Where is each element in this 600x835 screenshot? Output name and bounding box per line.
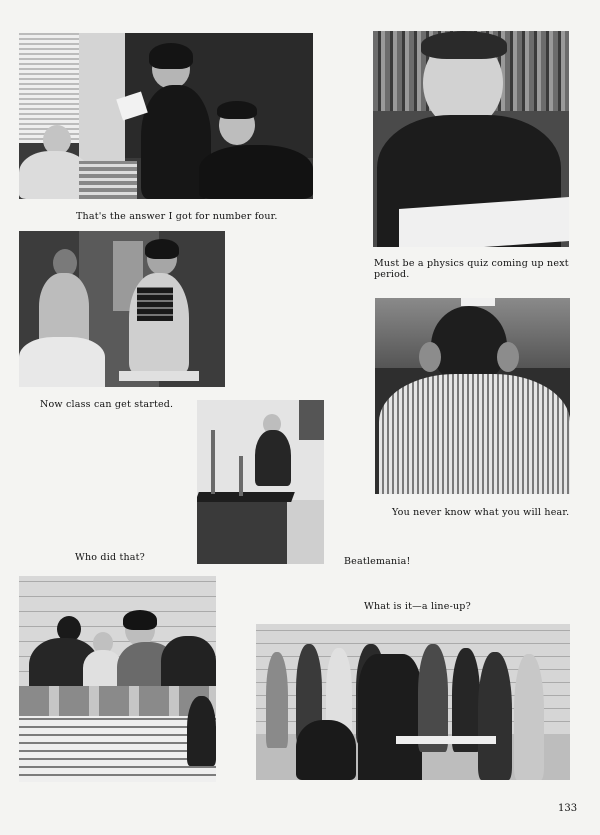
woman-body: [255, 430, 291, 486]
teacher-hair: [149, 43, 193, 69]
boy-1: [266, 652, 288, 748]
book-stack: [137, 287, 173, 321]
boy-7: [478, 652, 512, 780]
student-hair: [217, 101, 257, 119]
man-body: [39, 273, 89, 347]
caption-who: Who did that?: [75, 552, 145, 563]
caption-class: Now class can get started.: [40, 399, 174, 410]
student-body: [199, 145, 313, 199]
ceiling-light: [461, 298, 495, 306]
woman-hair: [145, 239, 179, 259]
woman-hair: [123, 610, 157, 630]
caption-physics-line2: period.: [374, 269, 410, 280]
headphone-right: [497, 342, 519, 372]
desk-papers: [119, 371, 199, 381]
lab-stand-2: [239, 456, 243, 496]
seated-boy: [296, 720, 356, 780]
lab-bench: [197, 500, 287, 564]
boy-center: [358, 654, 422, 780]
foreground-figure: [187, 696, 216, 766]
photo-lab: [197, 400, 324, 564]
caption-lineup: What is it—a line-up?: [364, 601, 471, 612]
photo-class-start: [19, 231, 225, 387]
students-back: [161, 636, 216, 692]
desk-chairs: [19, 686, 216, 716]
photo-headphones: [375, 298, 570, 494]
striped-shirt: [379, 374, 570, 494]
caption-answer: That's the answer I got for number four.: [76, 211, 278, 222]
headphone-left: [419, 342, 441, 372]
caption-beatle: Beatlemania!: [344, 556, 411, 567]
photo-lineup: [256, 624, 570, 780]
window: [299, 400, 324, 440]
books: [79, 161, 137, 199]
foreground-shoulder: [19, 337, 105, 387]
caption-hear: You never know what you will hear.: [392, 507, 570, 518]
photo-teacher-answer: [19, 33, 313, 199]
student-hair: [421, 31, 507, 59]
boy-8: [514, 654, 544, 780]
page-number: 133: [558, 803, 578, 814]
photo-physics-quiz: [373, 31, 569, 247]
lab-table: [396, 736, 496, 744]
lab-stand: [211, 430, 215, 494]
caption-physics-line1: Must be a physics quiz coming up next: [374, 258, 569, 269]
photo-classroom: [19, 576, 216, 782]
